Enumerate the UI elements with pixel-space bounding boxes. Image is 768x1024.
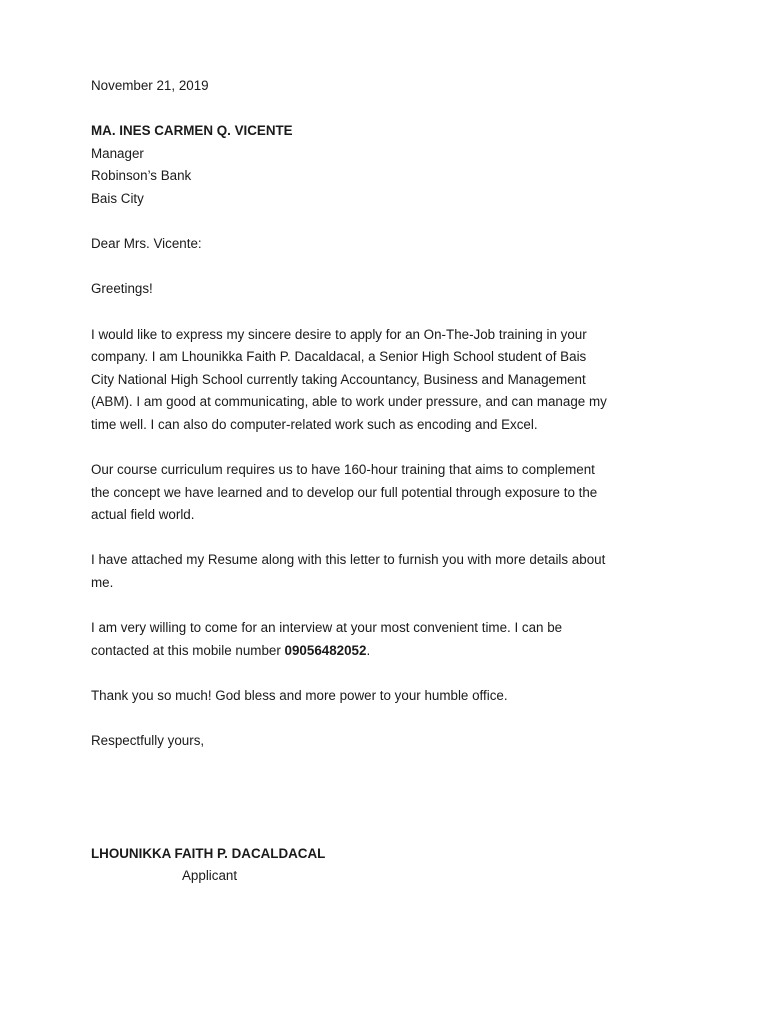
closing-thanks: Thank you so much! God bless and more power to your humble office.	[91, 688, 508, 704]
signature-space	[91, 753, 691, 843]
spacer	[91, 708, 691, 731]
paragraph-line	[91, 640, 691, 663]
spacer	[91, 595, 691, 618]
spacer	[91, 256, 691, 279]
paragraph-line: me.	[91, 575, 114, 591]
letter-date: November 21, 2019	[91, 78, 209, 93]
spacer	[91, 662, 691, 685]
complimentary-close: Respectfully yours,	[91, 733, 205, 749]
salutation: Dear Mrs. Vicente:	[91, 236, 202, 252]
paragraph-line: I am very willing to come for an interview at your most convenient time. I can be	[91, 620, 563, 636]
sentence-end: .	[366, 642, 371, 658]
spacer	[91, 211, 691, 234]
paragraph-line: actual field world.	[91, 507, 195, 523]
paragraph-line: I would like to express my sincere desire to apply for an On-The-Job training in your	[91, 326, 587, 342]
signatory-name: LHOUNIKKA FAITH P. DACALDACAL	[91, 845, 326, 861]
mobile-number: 09056482052	[284, 642, 367, 658]
spacer	[91, 437, 691, 460]
paragraph-intro	[91, 324, 691, 437]
signatory-title: Applicant	[182, 868, 238, 884]
recipient-city: Bais City	[91, 190, 144, 206]
paragraph-line: company. I am Lhounikka Faith P. Dacaldacal, a Senior High School student of Bais	[91, 349, 587, 365]
paragraph-line: time well. I can also do computer-related work such as encoding and Excel.	[91, 416, 538, 432]
spacer	[91, 98, 691, 121]
paragraph-line: City National High School currently taking Accountancy, Business and Management	[91, 371, 586, 387]
spacer	[91, 301, 691, 324]
paragraph-line: the concept we have learned and to develop our full potential through exposure to the	[91, 484, 598, 500]
spacer	[91, 527, 691, 550]
greeting: Greetings!	[91, 281, 153, 297]
paragraph-line: I have attached my Resume along with this letter to furnish you with more details about	[91, 552, 606, 568]
signature-block	[91, 843, 691, 888]
recipient-position: Manager	[91, 145, 144, 161]
letter-body	[91, 75, 691, 888]
recipient-block	[91, 120, 691, 210]
contact-text: contacted at this mobile number	[91, 642, 285, 658]
recipient-name: MA. INES CARMEN Q. VICENTE	[91, 123, 293, 139]
paragraph-resume	[91, 549, 691, 594]
paragraph-line: Our course curriculum requires us to have 160-hour training that aims to complement	[91, 462, 595, 478]
paragraph-curriculum	[91, 459, 691, 527]
paragraph-interview	[91, 617, 691, 662]
paragraph-line: (ABM). I am good at communicating, able to work under pressure, and can manage my	[91, 394, 607, 410]
recipient-company: Robinson’s Bank	[91, 168, 192, 184]
